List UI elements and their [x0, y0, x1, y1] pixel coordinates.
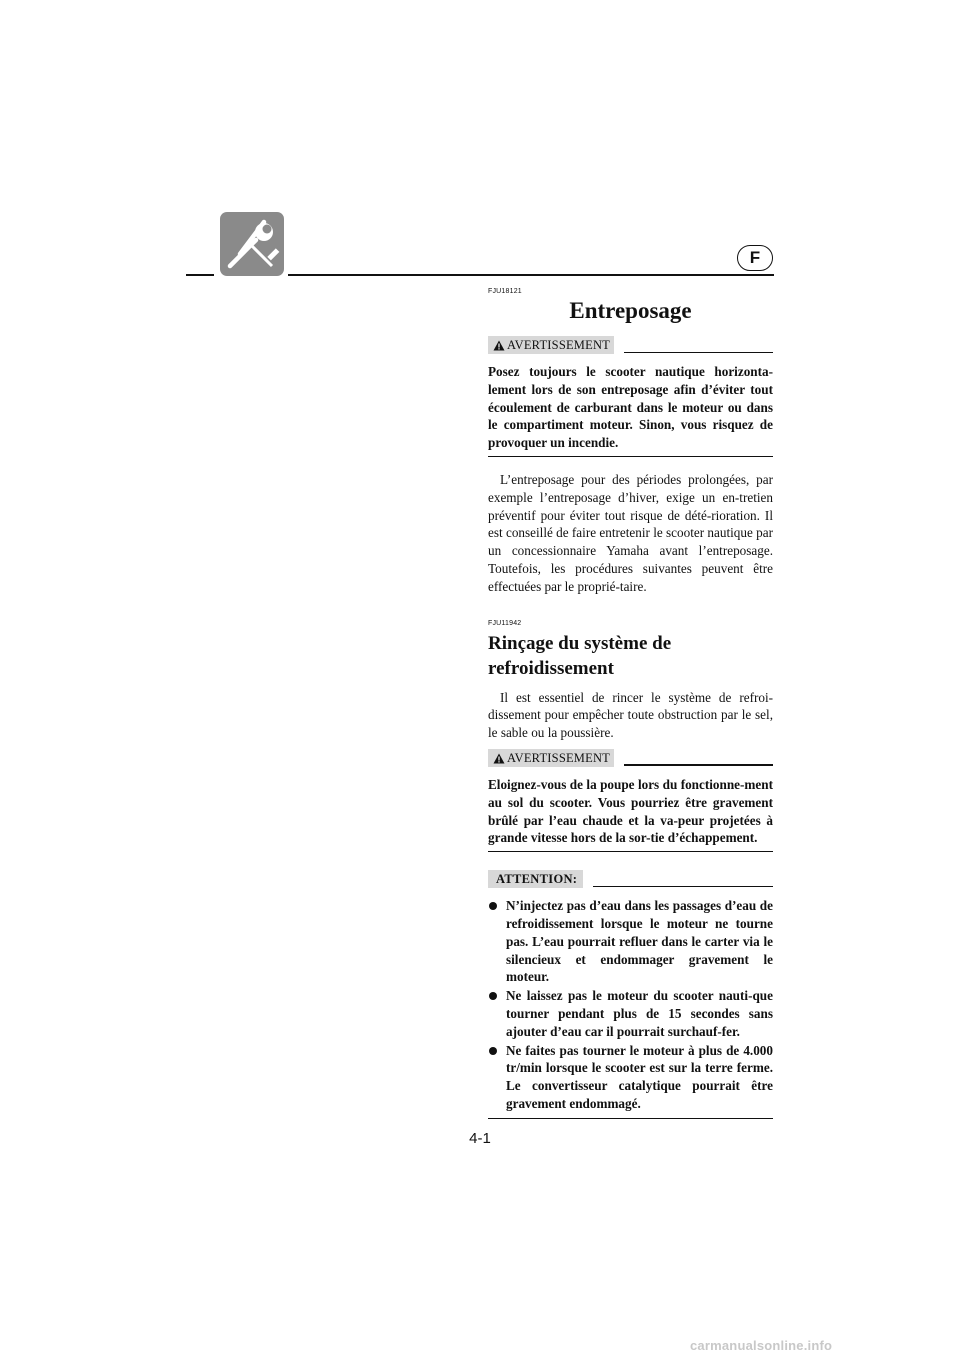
language-badge: F — [737, 245, 773, 271]
attention-rule — [593, 886, 773, 888]
list-item — [488, 987, 773, 1040]
warning-rule — [624, 352, 773, 354]
list-item-text: Ne faites pas tourner le moteur à plus de 4.000 tr/min lorsque le scooter est sur la terre ferme. Le convertisseur catalytique pourrait être gravement endommagé. — [506, 1042, 773, 1111]
warning-rule — [624, 764, 773, 766]
section-ref-code: FJU18121 — [488, 288, 522, 295]
subsection-title-line2: refroidissement — [488, 657, 614, 679]
attention-header — [488, 870, 773, 888]
warning-label-text: AVERTISSEMENT — [507, 338, 611, 352]
subsection-title-line1: Rinçage du système de — [488, 632, 672, 654]
bullet-icon — [489, 902, 497, 910]
warning-label — [488, 336, 614, 354]
tools-icon — [220, 212, 284, 276]
warning-label-text: AVERTISSEMENT — [507, 750, 611, 765]
warning-text: Posez toujours le scooter nautique horizonta-lement lors de son entreposage afin d’éviter tout écoulement de carburant dans le moteur ou dans le compartiment moteur. Sinon, vous risquez de provoquer un incendie. — [488, 363, 773, 457]
warning-triangle-icon — [493, 340, 505, 351]
warning-header — [488, 749, 773, 767]
list-item — [488, 1042, 773, 1113]
attention-list — [488, 897, 773, 1119]
warning-label — [488, 749, 614, 767]
section-ref-code: FJU11942 — [488, 619, 522, 627]
wrench-screwdriver-icon — [220, 212, 284, 276]
content-column — [488, 288, 773, 1119]
list-item-text: Ne laissez pas le moteur du scooter nauti-que tourner pendant plus de 15 secondes sans ajouter d’eau car il pourrait surchauf-fer. — [506, 988, 773, 1039]
warning-triangle-icon — [493, 753, 505, 764]
bullet-icon — [489, 992, 497, 1000]
attention-label: ATTENTION: — [488, 870, 583, 888]
subsection-title — [488, 631, 773, 681]
subsection-body: Il est essentiel de rincer le système de refroi-dissement pour empêcher toute obstruction par le sel, le sable ou la poussière. — [488, 689, 773, 741]
warning-text: Eloignez-vous de la poupe lors du fonctionne-ment au sol du scooter. Vous pourriez être gravement brûlé par l’eau chaude et la va-peur projetées à grande vitesse hors de la sor-tie d’échappement. — [488, 776, 773, 852]
section-body: L’entreposage pour des périodes prolongées, par exemple l’entreposage d’hiver, exige un en-tretien préventif pour éviter tout risque de dété-rioration. Il est conseillé de faire entretenir le scooter nautique par un concessionnaire Yamaha avant l’entreposage. Toutefois, les procédures suivantes peuvent être effectuées par le proprié-taire. — [488, 471, 773, 594]
warning-header — [488, 336, 773, 354]
list-item-text: N’injectez pas d’eau dans les passages d’eau de refroidissement lorsque le moteur ne tourne pas. L’eau pourrait refluer dans le carter via le silencieux et endommager gravement le moteur. — [506, 898, 773, 985]
header-rule-left — [186, 274, 214, 276]
bullet-icon — [489, 1047, 497, 1055]
page-number: 4-1 — [469, 1130, 491, 1147]
watermark: carmanualsonline.info — [690, 1338, 833, 1353]
section-title: Entreposage — [569, 298, 692, 323]
header-rule — [288, 274, 774, 276]
list-item — [488, 897, 773, 986]
